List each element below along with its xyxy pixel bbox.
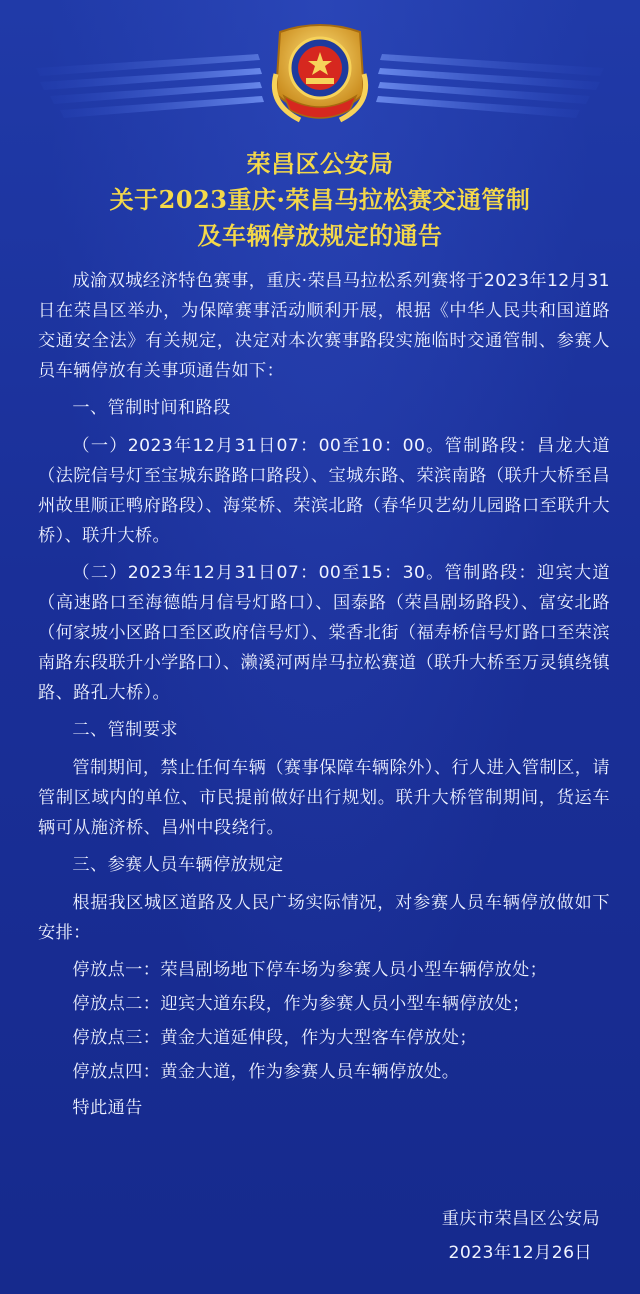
signature-org: 重庆市荣昌区公安局: [441, 1209, 600, 1229]
closing-text: 特此通告: [72, 1098, 143, 1118]
parking-item-4: 停放点四：黄金大道，作为参赛人员车辆停放处。: [72, 1062, 460, 1082]
section2-text: 管制期间，禁止任何车辆（赛事保障车辆除外）、行人进入管制区，请管制区域内的单位、市民提前做好出行规划。联升大桥管制期间，货运车辆可从施济桥、昌州中段绕行。: [38, 758, 610, 838]
parking-item-2: 停放点二：迎宾大道东段，作为参赛人员小型车辆停放处；: [72, 994, 530, 1014]
section1-heading: 一、管制时间和路段: [72, 398, 231, 418]
notice-title-block: [0, 146, 640, 254]
title-line-2: 关于2023重庆·荣昌马拉松赛交通管制: [109, 185, 531, 214]
parking-item-1: 停放点一：荣昌剧场地下停车场为参赛人员小型车辆停放处；: [72, 960, 548, 980]
section1-item1: （一）2023年12月31日07：00至10：00。管制路段：昌龙大道（法院信号灯至宝城东路路口路段）、宝城东路、荣滨南路（联升大桥至昌州故里顺正鸭府路段）、海棠桥、荣滨北路（春华贝艺幼儿园路口至联升大桥）、联升大桥。: [38, 436, 610, 546]
signature-date: 2023年12月26日: [448, 1243, 592, 1263]
section1-item2: （二）2023年12月31日07：00至15：30。管制路段：迎宾大道（高速路口至海德皓月信号灯路口）、国泰路（荣昌剧场路段）、富安北路（何家坡小区路口至区政府信号灯）、棠香北街（福寿桥信号灯路口至荣滨南路东段联升小学路口）、濑溪河两岸马拉松赛道（联升大桥至万灵镇绕镇路、路孔大桥）。: [38, 563, 610, 703]
title-line-3: 及车辆停放规定的通告: [197, 221, 443, 250]
right-wing-stripes: [376, 54, 604, 118]
parking-item-3: 停放点三：黄金大道延伸段，作为大型客车停放处；: [72, 1028, 477, 1048]
section3-heading: 三、参赛人员车辆停放规定: [72, 855, 284, 875]
intro-paragraph: 成渝双城经济特色赛事，重庆·荣昌马拉松系列赛将于2023年12月31日在荣昌区举办，为保障赛事活动顺利开展，根据《中华人民共和国道路交通安全法》有关规定，决定对本次赛事路段实施临时交通管制、参赛人员车辆停放有关事项通告如下：: [38, 271, 610, 381]
section3-intro: 根据我区城区道路及人民广场实际情况，对参赛人员车辆停放做如下安排：: [38, 893, 610, 943]
section2-heading: 二、管制要求: [72, 720, 178, 740]
police-emblem-icon: [30, 10, 610, 140]
signature-block: [442, 1202, 600, 1270]
title-line-1: 荣昌区公安局: [246, 149, 394, 178]
header-emblem-area: [0, 0, 640, 140]
notice-body: [38, 266, 610, 1130]
left-wing-stripes: [36, 54, 264, 118]
